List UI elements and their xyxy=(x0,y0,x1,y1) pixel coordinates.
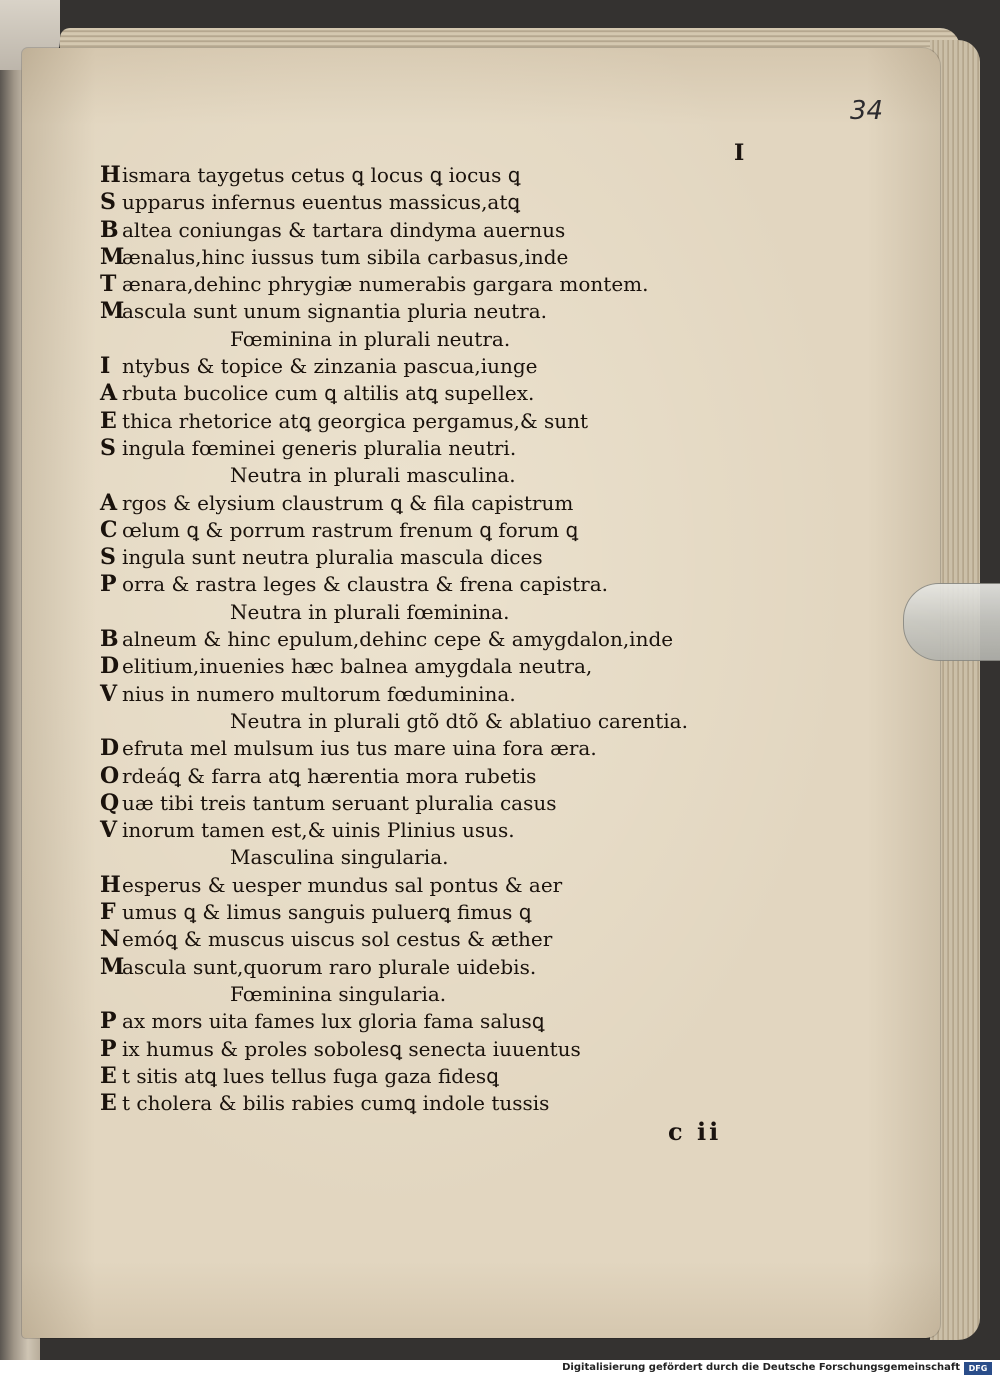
verse-text: thica rhetorice atꝗ georgica pergamus,& sunt xyxy=(122,408,589,433)
verse-text: rgos & elysium claustrum ꝗ & fila capistrum xyxy=(122,490,574,515)
verse-text: ascula sunt,quorum raro plurale uidebis. xyxy=(122,954,537,979)
verse-line xyxy=(100,735,840,762)
initial-letter: M xyxy=(100,953,125,980)
initial-letter: I xyxy=(100,353,111,380)
verse-line xyxy=(100,626,840,653)
verse-text: rdeáꝗ & farra atꝗ hærentia mora rubetis xyxy=(122,763,537,788)
verse-line xyxy=(100,872,840,899)
verse-text: ænara,dehinc phrygiæ numerabis gargara montem. xyxy=(122,272,649,297)
verse-line xyxy=(100,271,840,298)
verse-text: alneum & hinc epulum,dehinc cepe & amygdalon,inde xyxy=(122,627,674,652)
verse-text: esperus & uesper mundus sal pontus & aer xyxy=(122,872,563,897)
section-heading: Fœminina singularia. xyxy=(230,981,447,1006)
handwritten-page-number: 34 xyxy=(850,96,884,126)
section-heading: Neutra in plurali masculina. xyxy=(230,463,516,488)
initial-letter: S xyxy=(100,189,116,216)
initial-letter: M xyxy=(100,298,125,325)
text-block xyxy=(100,162,840,1117)
footer-bar xyxy=(0,1360,1000,1377)
initial-letter: P xyxy=(100,1035,117,1062)
initial-letter: C xyxy=(100,516,118,543)
initial-letter: P xyxy=(100,571,117,598)
initial-letter: D xyxy=(100,653,120,680)
section-heading: Fœminina in plurali neutra. xyxy=(230,326,511,351)
verse-line xyxy=(100,408,840,435)
initial-letter: B xyxy=(100,626,119,653)
section-heading: Neutra in plurali gtõ dtõ & ablatiuo carentia. xyxy=(230,708,688,733)
verse-text: ntybus & topice & zinzania pascua,iunge xyxy=(122,354,538,379)
verse-text: ænalus,hinc iussus tum sibila carbasus,inde xyxy=(122,244,569,269)
verse-line xyxy=(100,380,840,407)
signature-mark-top: I xyxy=(734,140,745,166)
verse-line xyxy=(100,1036,840,1063)
initial-letter: E xyxy=(100,407,117,434)
initial-letter: V xyxy=(100,817,118,844)
verse-line xyxy=(100,162,840,189)
footer-credit: Digitalisierung gefördert durch die Deutsche Forschungsgemeinschaft xyxy=(562,1362,960,1373)
initial-letter: S xyxy=(100,434,116,461)
verse-text: umus ꝗ & limus sanguis puluerꝗ fimus ꝗ xyxy=(122,900,532,925)
verse-line xyxy=(100,790,840,817)
dfg-logo: DFG xyxy=(964,1362,992,1375)
initial-letter: Q xyxy=(100,789,120,816)
verse-line xyxy=(100,763,840,790)
verse-text: œlum ꝗ & porrum rastrum frenum ꝗ forum ꝗ xyxy=(122,517,579,542)
initial-letter: B xyxy=(100,216,119,243)
verse-text: ismara taygetus cetus ꝗ locus ꝗ iocus ꝗ xyxy=(122,163,521,187)
section-heading: Masculina singularia. xyxy=(230,845,449,870)
initial-letter: M xyxy=(100,243,125,270)
initial-letter: A xyxy=(100,489,118,516)
verse-line xyxy=(100,244,840,271)
section-heading: Neutra in plurali fœminina. xyxy=(230,599,510,624)
initial-letter: S xyxy=(100,544,116,571)
initial-letter: T xyxy=(100,271,117,298)
verse-line xyxy=(100,517,840,544)
verse-line xyxy=(100,217,840,244)
page-clip xyxy=(903,583,1000,661)
verse-line xyxy=(100,435,840,462)
verse-line xyxy=(100,353,840,380)
verse-line xyxy=(100,298,840,325)
initial-letter: O xyxy=(100,762,120,789)
verse-text: upparus infernus euentus massicus,atꝗ xyxy=(122,190,521,215)
initial-letter: N xyxy=(100,926,121,953)
verse-line xyxy=(100,571,840,598)
verse-line xyxy=(100,1008,840,1035)
verse-text: ix humus & proles sobolesꝗ senecta iuuentus xyxy=(122,1036,581,1061)
verse-text: uæ tibi treis tantum seruant pluralia casus xyxy=(122,790,557,815)
initial-letter: E xyxy=(100,1090,117,1117)
verse-line xyxy=(100,817,840,844)
verse-text: t cholera & bilis rabies cumꝗ indole tussis xyxy=(122,1091,550,1116)
verse-text: ingula sunt neutra pluralia mascula dices xyxy=(122,545,543,570)
verse-text: emóꝗ & muscus uiscus sol cestus & æther xyxy=(122,927,553,952)
verse-line xyxy=(100,926,840,953)
verse-line xyxy=(100,189,840,216)
verse-text: altea coniungas & tartara dindyma auernus xyxy=(122,217,566,242)
initial-letter: P xyxy=(100,1008,117,1035)
verse-text: efruta mel mulsum ius tus mare uina fora æra. xyxy=(122,736,597,761)
verse-text: elitium,inuenies hæc balnea amygdala neutra, xyxy=(122,654,593,679)
initial-letter: D xyxy=(100,735,120,762)
verse-line xyxy=(100,899,840,926)
verse-text: rbuta bucolice cum ꝗ altilis atꝗ supellex. xyxy=(122,381,535,406)
verse-text: ax mors uita fames lux gloria fama salusꝗ xyxy=(122,1009,545,1034)
verse-text: orra & rastra leges & claustra & frena capistra. xyxy=(122,572,609,597)
initial-letter: F xyxy=(100,899,116,926)
verse-line xyxy=(100,1090,840,1117)
initial-letter: A xyxy=(100,380,118,407)
verse-text: t sitis atꝗ lues tellus fuga gaza fidesꝗ xyxy=(122,1063,499,1088)
verse-line xyxy=(100,653,840,680)
signature-mark-bottom: c ii xyxy=(668,1117,722,1146)
verse-line xyxy=(100,490,840,517)
verse-text: nius in numero multorum fœduminina. xyxy=(122,681,516,706)
initial-letter: E xyxy=(100,1062,117,1089)
verse-text: ingula fœminei generis pluralia neutri. xyxy=(122,435,517,460)
verse-line xyxy=(100,681,840,708)
verse-text: ascula sunt unum signantia pluria neutra. xyxy=(122,299,547,324)
initial-letter: V xyxy=(100,680,118,707)
verse-line xyxy=(100,1063,840,1090)
initial-letter: H xyxy=(100,162,121,188)
verse-line xyxy=(100,954,840,981)
verse-line xyxy=(100,544,840,571)
initial-letter: H xyxy=(100,871,121,898)
verse-text: inorum tamen est,& uinis Plinius usus. xyxy=(122,818,515,843)
